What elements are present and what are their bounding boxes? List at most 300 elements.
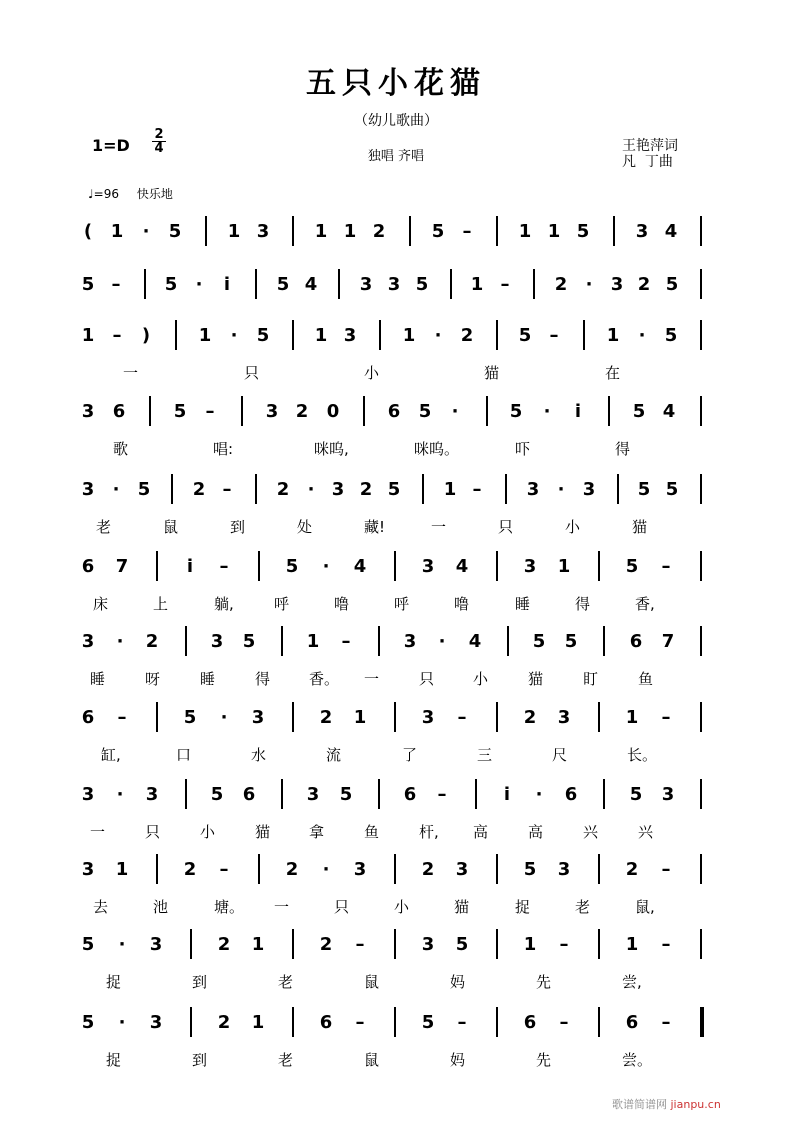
lyric: 一 (274, 898, 290, 916)
key-signature: 1=D (92, 136, 130, 155)
note: 3 (81, 401, 95, 422)
lyric: 老 (575, 898, 591, 916)
note: 5 (81, 934, 95, 955)
note: 6 (625, 1012, 639, 1033)
note: 3 (387, 274, 401, 295)
note: 6 (242, 784, 256, 805)
note: 3 (343, 325, 357, 346)
bar-line (496, 216, 498, 246)
note: 5 (632, 401, 646, 422)
lyric: 咪呜, (314, 440, 349, 458)
note: 3 (145, 784, 159, 805)
note: 3 (557, 859, 571, 880)
lyric: 到 (230, 518, 246, 536)
note: – (205, 401, 215, 422)
bar-line (700, 779, 702, 809)
note: 5 (418, 401, 432, 422)
note: – (355, 934, 365, 955)
bar-line (255, 474, 257, 504)
note: 6 (81, 556, 95, 577)
bar-line (617, 474, 619, 504)
note: 5 (415, 274, 429, 295)
note: i (186, 556, 194, 577)
note: 3 (265, 401, 279, 422)
lyric: 池 (153, 898, 169, 916)
note: 5 (509, 401, 523, 422)
bar-line (700, 216, 702, 246)
lyric: 呀 (145, 670, 161, 688)
note: – (661, 707, 671, 728)
note: 7 (661, 631, 675, 652)
note: 3 (81, 631, 95, 652)
lyric: 一 (364, 670, 380, 688)
note: 5 (81, 274, 95, 295)
note: 5 (137, 479, 151, 500)
note: – (437, 784, 447, 805)
note: 3 (421, 556, 435, 577)
note: 5 (665, 274, 679, 295)
watermark (612, 1096, 721, 1112)
lyric: 鼠 (364, 973, 380, 991)
note: 1 (81, 325, 95, 346)
bar-line (700, 854, 702, 884)
lyric: 处 (297, 518, 313, 536)
note: 1 (110, 221, 124, 242)
bar-line (292, 320, 294, 350)
bar-line (144, 269, 146, 299)
note: 5 (532, 631, 546, 652)
note: · (112, 479, 120, 500)
lyric: 猫 (528, 670, 544, 688)
note: – (500, 274, 510, 295)
lyric: 高 (528, 823, 544, 841)
note: 5 (431, 221, 445, 242)
note: 3 (455, 859, 469, 880)
note: 2 (625, 859, 639, 880)
lyric: 只 (334, 898, 350, 916)
lyric: 一 (123, 364, 139, 382)
bar-line (533, 269, 535, 299)
lyric: 先 (536, 973, 552, 991)
bar-line (700, 929, 702, 959)
lyric: 长。 (627, 746, 658, 764)
bar-line (598, 551, 600, 581)
note: 5 (256, 325, 270, 346)
lyric: 小 (364, 364, 380, 382)
lyric: 床 (93, 595, 109, 613)
lyric: 流 (326, 746, 342, 764)
note: 1 (606, 325, 620, 346)
note: 5 (164, 274, 178, 295)
lyric: 尝, (622, 973, 642, 991)
lyric: 妈 (450, 1051, 466, 1069)
note: 3 (210, 631, 224, 652)
lyric: 呼 (394, 595, 410, 613)
bar-line (700, 396, 702, 426)
note: 5 (183, 707, 197, 728)
lyric: 噜 (334, 595, 350, 613)
note: 6 (564, 784, 578, 805)
bar-line (258, 854, 260, 884)
note: 6 (112, 401, 126, 422)
note: 3 (256, 221, 270, 242)
note: 5 (637, 479, 651, 500)
bar-line (394, 551, 396, 581)
bar-line (292, 216, 294, 246)
note: 3 (81, 479, 95, 500)
note: · (585, 274, 593, 295)
note: 5 (518, 325, 532, 346)
note: 1 (470, 274, 484, 295)
note: · (307, 479, 315, 500)
bar-line (190, 929, 192, 959)
bar-line (378, 626, 380, 656)
note: – (117, 707, 127, 728)
tempo-expression: 快乐地 (136, 187, 173, 201)
note: 0 (326, 401, 340, 422)
bar-line (496, 320, 498, 350)
note: i (574, 401, 582, 422)
bar-line (603, 626, 605, 656)
note: 1 (557, 556, 571, 577)
lyric: 睡 (200, 670, 216, 688)
lyric: 去 (93, 898, 109, 916)
note: 5 (81, 1012, 95, 1033)
note: 2 (359, 479, 373, 500)
lyric: 了 (402, 746, 418, 764)
note: 1 (306, 631, 320, 652)
bar-line (292, 1007, 294, 1037)
note: 2 (460, 325, 474, 346)
note: 1 (625, 934, 639, 955)
note: 3 (582, 479, 596, 500)
bar-line (598, 854, 600, 884)
note: · (118, 1012, 126, 1033)
note: 4 (468, 631, 482, 652)
note: · (322, 859, 330, 880)
lyric: 鼠 (364, 1051, 380, 1069)
note: 6 (523, 1012, 537, 1033)
note: – (222, 479, 232, 500)
lyric: 藏! (364, 518, 386, 536)
note: 1 (523, 934, 537, 955)
note: 4 (455, 556, 469, 577)
lyric: 小 (565, 518, 581, 536)
bar-line (700, 1007, 704, 1037)
bar-line (292, 702, 294, 732)
note: 3 (523, 556, 537, 577)
note: 6 (387, 401, 401, 422)
note: 2 (145, 631, 159, 652)
song-subtitle: （幼儿歌曲） (354, 113, 438, 129)
tempo (88, 185, 173, 202)
composer-credit: 凡 丁曲 (622, 154, 673, 170)
note: 5 (664, 325, 678, 346)
note: 2 (192, 479, 206, 500)
lyric: 拿 (309, 823, 325, 841)
note: · (118, 934, 126, 955)
note: 1 (443, 479, 457, 500)
bar-line (156, 854, 158, 884)
note: 1 (518, 221, 532, 242)
lyric: 杆, (419, 823, 439, 841)
note: i (503, 784, 511, 805)
note: ) (141, 325, 151, 346)
lyric: 尝。 (622, 1051, 653, 1069)
note: · (543, 401, 551, 422)
bar-line (185, 626, 187, 656)
lyric: 猫 (255, 823, 271, 841)
note: 5 (564, 631, 578, 652)
bar-line (379, 320, 381, 350)
note: 1 (625, 707, 639, 728)
note: 3 (149, 1012, 163, 1033)
note: · (116, 631, 124, 652)
note: 1 (547, 221, 561, 242)
note: – (559, 1012, 569, 1033)
lyric: 只 (244, 364, 260, 382)
lyric: 尺 (552, 746, 568, 764)
note: · (438, 631, 446, 652)
note: 1 (402, 325, 416, 346)
bar-line (409, 216, 411, 246)
note: 5 (173, 401, 187, 422)
bar-line (598, 1007, 600, 1037)
lyric: 唱: (213, 440, 234, 458)
note: 4 (353, 556, 367, 577)
lyric: 到 (192, 1051, 208, 1069)
note: · (638, 325, 646, 346)
note: 5 (242, 631, 256, 652)
lyric: 小 (394, 898, 410, 916)
note: 1 (227, 221, 241, 242)
bar-line (608, 396, 610, 426)
note: – (355, 1012, 365, 1033)
note: · (557, 479, 565, 500)
bar-line (422, 474, 424, 504)
note: 2 (285, 859, 299, 880)
lyric: 得 (255, 670, 271, 688)
note: 4 (662, 401, 676, 422)
note: – (549, 325, 559, 346)
credits (622, 138, 678, 170)
note: 5 (629, 784, 643, 805)
watermark-text: 歌谱简谱网 (612, 1098, 667, 1111)
lyric: 盯 (583, 670, 599, 688)
lyric: 睡 (90, 670, 106, 688)
lyric: 得 (575, 595, 591, 613)
note: 3 (661, 784, 675, 805)
note: 4 (304, 274, 318, 295)
note: 2 (554, 274, 568, 295)
note: 2 (183, 859, 197, 880)
lyric: 兴 (638, 823, 654, 841)
lyric: 老 (96, 518, 112, 536)
note: 5 (210, 784, 224, 805)
note: 2 (319, 707, 333, 728)
lyric: 香, (635, 595, 655, 613)
note: 6 (319, 1012, 333, 1033)
note: – (457, 707, 467, 728)
note: · (322, 556, 330, 577)
note: 5 (276, 274, 290, 295)
bar-line (363, 396, 365, 426)
note: 3 (149, 934, 163, 955)
bar-line (598, 702, 600, 732)
note: 6 (81, 707, 95, 728)
note: 3 (526, 479, 540, 500)
lyric: 躺, (214, 595, 234, 613)
note: · (195, 274, 203, 295)
lyric: 捉 (515, 898, 531, 916)
lyric: 上 (153, 595, 169, 613)
time-signature-top: 2 (152, 128, 166, 142)
note: – (111, 274, 121, 295)
note: 3 (81, 784, 95, 805)
note: 3 (306, 784, 320, 805)
note: 3 (557, 707, 571, 728)
lyric: 到 (192, 973, 208, 991)
note: · (220, 707, 228, 728)
bar-line (175, 320, 177, 350)
bar-line (507, 626, 509, 656)
note: – (341, 631, 351, 652)
bar-line (394, 1007, 396, 1037)
note: 1 (198, 325, 212, 346)
lyric: 缸, (101, 746, 121, 764)
note: 5 (387, 479, 401, 500)
note: 5 (285, 556, 299, 577)
lyric: 一 (431, 518, 447, 536)
lyric: 小 (200, 823, 216, 841)
lyric: 老 (278, 973, 294, 991)
note: · (142, 221, 150, 242)
note: · (535, 784, 543, 805)
bar-line (255, 269, 257, 299)
lyric: 猫 (632, 518, 648, 536)
note: 1 (353, 707, 367, 728)
bar-line (700, 551, 702, 581)
lyric: 得 (615, 440, 631, 458)
note: 2 (421, 859, 435, 880)
bar-line (496, 1007, 498, 1037)
lyric: 吓 (515, 440, 531, 458)
note: 2 (217, 1012, 231, 1033)
bar-line (700, 702, 702, 732)
note: – (661, 934, 671, 955)
lyric: 捉 (106, 973, 122, 991)
bar-line (171, 474, 173, 504)
note: – (559, 934, 569, 955)
lyric: 鱼 (638, 670, 654, 688)
note: 2 (523, 707, 537, 728)
bar-line (700, 626, 702, 656)
bar-line (281, 779, 283, 809)
lyric: 睡 (515, 595, 531, 613)
bar-line (378, 779, 380, 809)
note: 2 (637, 274, 651, 295)
note: 1 (314, 325, 328, 346)
bar-line (450, 269, 452, 299)
note: – (661, 556, 671, 577)
bar-line (505, 474, 507, 504)
bar-line (486, 396, 488, 426)
performers: 独唱 齐唱 (367, 149, 425, 164)
note: 5 (339, 784, 353, 805)
bar-line (394, 929, 396, 959)
bar-line (338, 269, 340, 299)
note: 2 (372, 221, 386, 242)
note: 5 (576, 221, 590, 242)
lyric: 三 (477, 746, 493, 764)
tempo-mark: ♩=96 (88, 187, 119, 201)
lyric: 一 (90, 823, 106, 841)
note: · (434, 325, 442, 346)
lyric: 塘。 (214, 898, 245, 916)
bar-line (205, 216, 207, 246)
note: · (451, 401, 459, 422)
note: · (230, 325, 238, 346)
bar-line (292, 929, 294, 959)
bar-line (496, 551, 498, 581)
note: 7 (115, 556, 129, 577)
bar-line (394, 702, 396, 732)
lyric: 鱼 (364, 823, 380, 841)
lyric: 猫 (484, 364, 500, 382)
note: – (219, 859, 229, 880)
lyric: 鼠, (635, 898, 655, 916)
note: 1 (343, 221, 357, 242)
bar-line (241, 396, 243, 426)
note: – (661, 859, 671, 880)
bar-line (156, 551, 158, 581)
lyric: 口 (176, 746, 192, 764)
lyric: 兴 (583, 823, 599, 841)
lyric: 先 (536, 1051, 552, 1069)
time-signature-bottom: 4 (154, 141, 164, 156)
lyric: 歌 (113, 440, 129, 458)
note: – (472, 479, 482, 500)
song-title: 五只小花猫 (306, 66, 486, 101)
bar-line (281, 626, 283, 656)
note: 6 (403, 784, 417, 805)
note: 3 (81, 859, 95, 880)
bar-line (156, 702, 158, 732)
lyric: 只 (419, 670, 435, 688)
lyric: 香。 (309, 670, 340, 688)
lyric: 在 (605, 364, 621, 382)
note: 4 (664, 221, 678, 242)
bar-line (258, 551, 260, 581)
note: 5 (421, 1012, 435, 1033)
note: 1 (251, 934, 265, 955)
bar-line (700, 269, 702, 299)
lyric: 小 (473, 670, 489, 688)
note: 2 (295, 401, 309, 422)
note: 5 (455, 934, 469, 955)
lyric: 噜 (454, 595, 470, 613)
bar-line (603, 779, 605, 809)
bar-line (190, 1007, 192, 1037)
note: 5 (665, 479, 679, 500)
lyric: 水 (251, 746, 267, 764)
note: 3 (421, 934, 435, 955)
bar-line (475, 779, 477, 809)
note: · (116, 784, 124, 805)
note: i (223, 274, 231, 295)
note: 3 (635, 221, 649, 242)
lyric: 猫 (454, 898, 470, 916)
